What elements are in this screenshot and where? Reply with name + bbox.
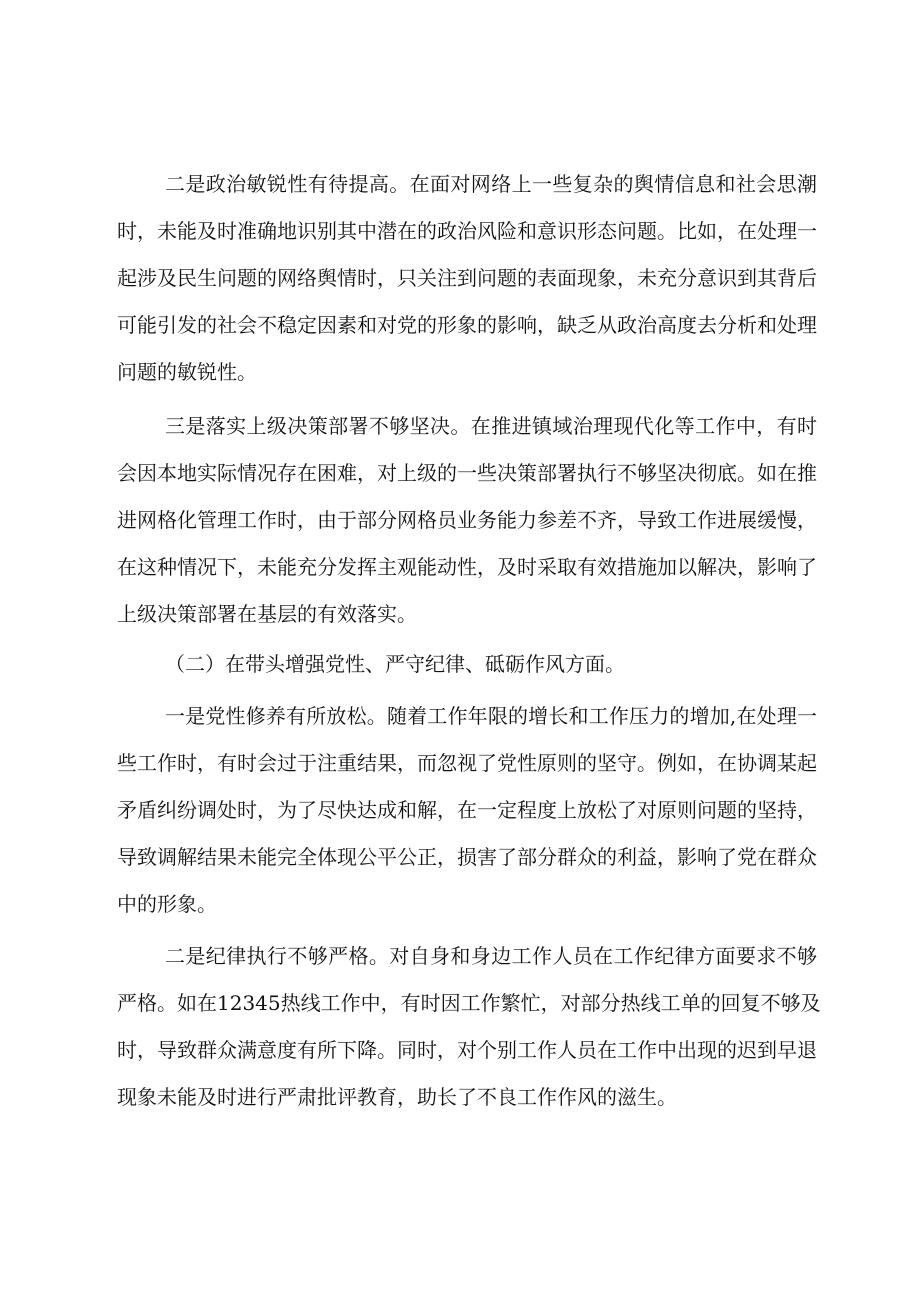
paragraph-1-line-1: 二是政治敏锐性有待提高。在面对网络上一些复杂的舆情信息和社会思潮 bbox=[165, 172, 817, 196]
paragraph-2-line-5: 上级决策部署在基层的有效落实。 bbox=[117, 602, 417, 626]
paragraph-3-line-5: 中的形象。 bbox=[117, 892, 217, 916]
section-heading: （二）在带头增强党性、严守纪律、砥砺作风方面。 bbox=[165, 652, 625, 676]
paragraph-2-line-3: 进网格化管理工作时，由于部分网格员业务能力参差不齐，导致工作进展缓慢， bbox=[117, 508, 817, 532]
paragraph-2-line-1: 三是落实上级决策部署不够坚决。在推进镇域治理现代化等工作中，有时 bbox=[165, 414, 817, 438]
paragraph-4-line-2: 严格。如在12345热线工作中，有时因工作繁忙，对部分热线工单的回复不够及 bbox=[117, 991, 821, 1015]
paragraph-3-line-2: 些工作时，有时会过于注重结果，而忽视了党性原则的坚守。例如，在协调某起 bbox=[117, 751, 817, 775]
paragraph-4-line-1: 二是纪律执行不够严格。对自身和身边工作人员在工作纪律方面要求不够 bbox=[165, 944, 817, 968]
paragraph-3-line-4: 导致调解结果未能完全体现公平公正，损害了部分群众的利益，影响了党在群众 bbox=[117, 845, 817, 869]
paragraph-4-line-4: 现象未能及时进行严肃批评教育，助长了不良工作作风的滋生。 bbox=[117, 1085, 677, 1109]
paragraph-1-line-5: 问题的敏锐性。 bbox=[117, 360, 257, 384]
paragraph-1-line-2: 时，未能及时准确地识别其中潜在的政治风险和意识形态问题。比如，在处理一 bbox=[117, 219, 817, 243]
paragraph-2-line-2: 会因本地实际情况存在困难，对上级的一些决策部署执行不够坚决彻底。如在推 bbox=[117, 461, 817, 485]
paragraph-4-line-3: 时，导致群众满意度有所下降。同时，对个别工作人员在工作中出现的迟到早退 bbox=[117, 1038, 817, 1062]
paragraph-1-line-4: 可能引发的社会不稳定因素和对党的形象的影响，缺乏从政治高度去分析和处理 bbox=[117, 313, 817, 337]
paragraph-3-line-1: 一是党性修养有所放松。随着工作年限的增长和工作压力的增加,在处理一 bbox=[165, 704, 817, 728]
paragraph-2-line-4: 在这种情况下，未能充分发挥主观能动性，及时采取有效措施加以解决，影响了 bbox=[117, 555, 817, 579]
paragraph-1-line-3: 起涉及民生问题的网络舆情时，只关注到问题的表面现象，未充分意识到其背后 bbox=[117, 266, 817, 290]
paragraph-3-line-3: 矛盾纠纷调处时，为了尽快达成和解，在一定程度上放松了对原则问题的坚持， bbox=[117, 798, 817, 822]
